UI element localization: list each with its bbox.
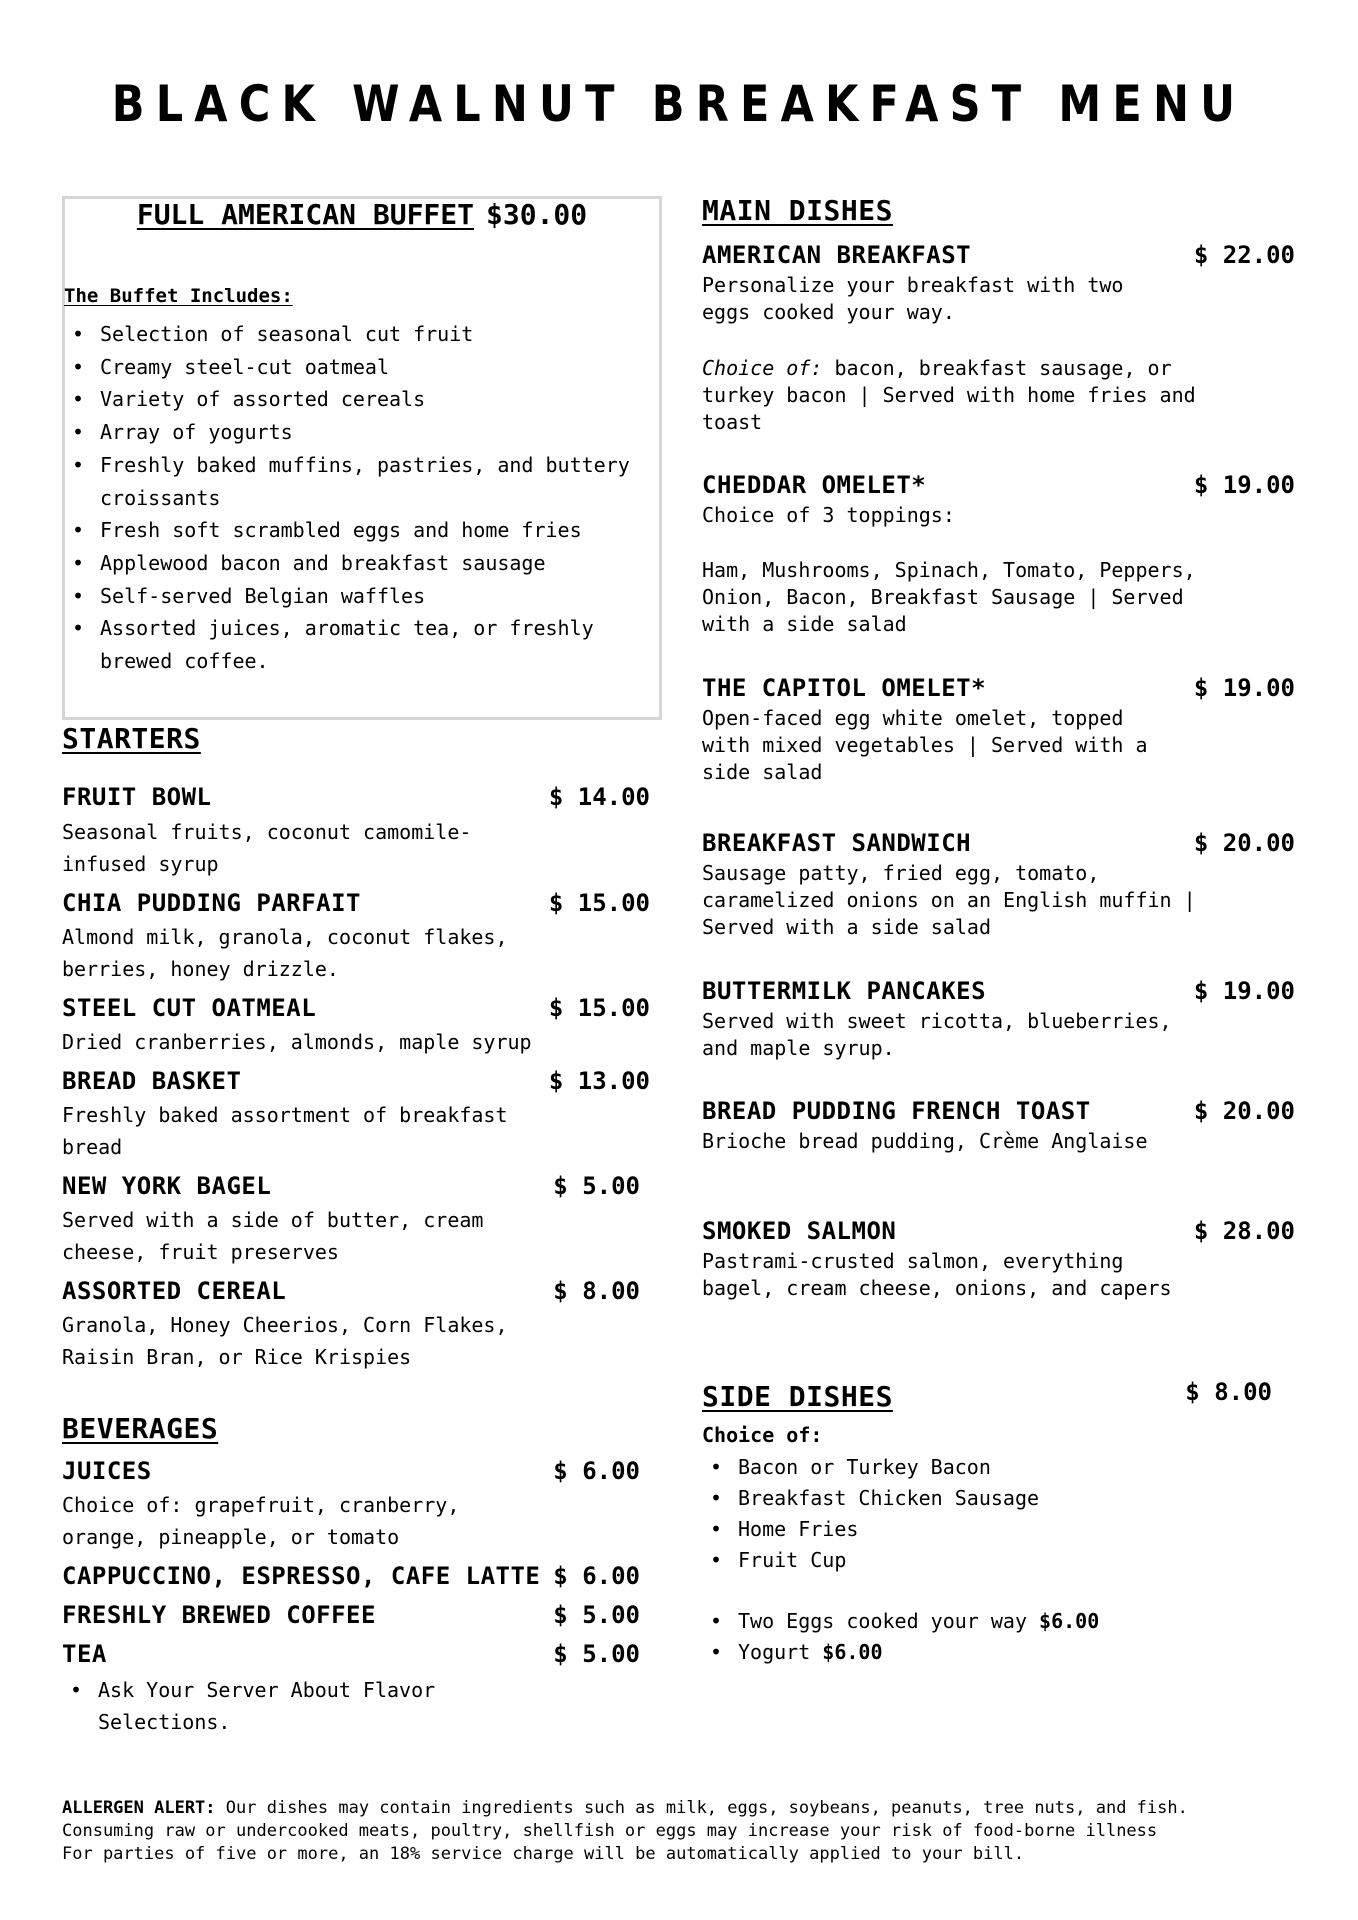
starter-desc: Almond milk, granola, coconut flakes, berries, honey drizzle. [62, 925, 508, 981]
main-choice-label: Choice of: [702, 356, 823, 380]
list-item: • Home Fries [702, 1514, 1182, 1545]
list-item [702, 1606, 1222, 1637]
main-name: AMERICAN BREAKFAST [702, 241, 972, 269]
starter-price: $ 13.00 [548, 1067, 650, 1095]
sides-choice-label: Choice of: [702, 1423, 823, 1447]
main-name: SMOKED SALMON [702, 1217, 897, 1245]
beverage-note-list [62, 1674, 462, 1738]
buffet-includes-label: The Buffet Includes: [64, 285, 293, 307]
sides-list [702, 1452, 1182, 1576]
extra-price: $6.00 [822, 1640, 883, 1664]
beverage-price: $ 5.00 [553, 1640, 640, 1668]
service-charge-note: For parties of five or more, an 18% service charge will be automatically applied to your bill. [62, 1844, 1025, 1864]
beverage-price: $ 5.00 [553, 1601, 640, 1629]
main-price: $ 19.00 [1193, 471, 1295, 499]
list-item: • Breakfast Chicken Sausage [702, 1483, 1182, 1514]
beverage-price: $ 6.00 [553, 1457, 640, 1485]
buffet-price: $30.00 [486, 198, 588, 231]
main-desc-extra: Ham, Mushrooms, Spinach, Tomato, Peppers, Onion, Bacon, Breakfast Sausage | Served with a side salad [702, 558, 1196, 636]
list-item: • Applewood bacon and breakfast sausage [64, 547, 654, 580]
footer-notice [62, 1797, 1322, 1866]
beverage-name: JUICES [62, 1457, 152, 1485]
beverage-name: CAPPUCCINO, ESPRESSO, CAFE LATTE [62, 1562, 541, 1590]
main-desc: Pastrami-crusted salmon, everything bagel, cream cheese, onions, and capers [702, 1249, 1172, 1300]
list-item: • Bacon or Turkey Bacon [702, 1452, 1182, 1483]
main-desc: Choice of 3 toppings: [702, 503, 955, 527]
main-desc: Sausage patty, fried egg, tomato, caramelized onions on an English muffin | Served with a side salad [702, 861, 1196, 939]
main-name: BUTTERMILK PANCAKES [702, 977, 987, 1005]
starter-name: BREAD BASKET [62, 1067, 242, 1095]
allergen-label: ALLERGEN ALERT: [62, 1798, 216, 1818]
allergen-line [62, 1797, 1322, 1820]
list-item: • Array of yogurts [64, 416, 654, 449]
buffet-title: FULL AMERICAN BUFFET [136, 198, 474, 231]
beverage-name: TEA [62, 1640, 107, 1668]
allergen-text: Our dishes may contain ingredients such as milk, eggs, soybeans, peanuts, tree nuts, and fish. [215, 1798, 1188, 1818]
list-item [702, 1637, 1222, 1668]
list-item: • Self-served Belgian waffles [64, 580, 654, 613]
main-price: $ 20.00 [1193, 829, 1295, 857]
extra-label: Yogurt [738, 1640, 823, 1664]
starter-price: $ 8.00 [553, 1277, 640, 1305]
beverage-desc: Choice of: grapefruit, cranberry, orange, pineapple, or tomato [62, 1493, 460, 1549]
starter-name: NEW YORK BAGEL [62, 1172, 272, 1200]
main-price: $ 20.00 [1193, 1097, 1295, 1125]
main-desc: Open-faced egg white omelet, topped with mixed vegetables | Served with a side salad [702, 706, 1148, 784]
main-price: $ 19.00 [1193, 674, 1295, 702]
starters-heading: STARTERS [62, 722, 201, 755]
list-item: • Assorted juices, aromatic tea, or freshly brewed coffee. [64, 612, 654, 677]
buffet-list [64, 318, 654, 678]
starter-price: $ 14.00 [548, 783, 650, 811]
starter-price: $ 15.00 [548, 889, 650, 917]
starter-desc: Freshly baked assortment of breakfast bread [62, 1103, 508, 1159]
starter-name: STEEL CUT OATMEAL [62, 994, 317, 1022]
starter-name: ASSORTED CEREAL [62, 1277, 287, 1305]
starter-desc: Granola, Honey Cheerios, Corn Flakes, Raisin Bran, or Rice Krispies [62, 1313, 508, 1369]
beverage-name: FRESHLY BREWED COFFEE [62, 1601, 376, 1629]
list-item: • Fresh soft scrambled eggs and home fries [64, 514, 654, 547]
starter-price: $ 5.00 [553, 1172, 640, 1200]
starter-desc: Served with a side of butter, cream cheese, fruit preserves [62, 1208, 484, 1264]
beverage-note: • Ask Your Server About Flavor Selections. [62, 1674, 462, 1738]
sides-price: $ 8.00 [1185, 1378, 1272, 1406]
list-item: • Fruit Cup [702, 1545, 1182, 1576]
main-desc: Brioche bread pudding, Crème Anglaise [702, 1129, 1148, 1153]
buffet-header [62, 196, 662, 232]
starter-name: CHIA PUDDING PARFAIT [62, 889, 361, 917]
sides-heading: SIDE DISHES [702, 1380, 893, 1413]
starter-desc: Dried cranberries, almonds, maple syrup [62, 1030, 532, 1054]
main-price: $ 28.00 [1193, 1217, 1295, 1245]
main-name: BREAKFAST SANDWICH [702, 829, 972, 857]
extra-label: Two Eggs cooked your way [738, 1609, 1040, 1633]
beverages-heading: BEVERAGES [62, 1412, 219, 1445]
main-desc: Served with sweet ricotta, blueberries, and maple syrup. [702, 1009, 1172, 1060]
list-item: • Selection of seasonal cut fruit [64, 318, 654, 351]
main-choice [702, 355, 1202, 436]
sides-extras-list [702, 1606, 1222, 1668]
starter-price: $ 15.00 [548, 994, 650, 1022]
main-price: $ 19.00 [1193, 977, 1295, 1005]
mains-heading: MAIN DISHES [702, 194, 893, 227]
menu-title: BLACK WALNUT BREAKFAST MENU [111, 75, 1247, 133]
list-item: • Variety of assorted cereals [64, 383, 654, 416]
list-item: • Creamy steel-cut oatmeal [64, 351, 654, 384]
main-choice-text: bacon, breakfast sausage, or turkey bacon | Served with home fries and toast [702, 356, 1196, 434]
main-price: $ 22.00 [1193, 241, 1295, 269]
beverage-price: $ 6.00 [553, 1562, 640, 1590]
main-name: CHEDDAR OMELET* [702, 471, 927, 499]
main-name: THE CAPITOL OMELET* [702, 674, 987, 702]
main-desc: Personalize your breakfast with two eggs cooked your way. [702, 273, 1124, 324]
list-item: • Freshly baked muffins, pastries, and buttery croissants [64, 449, 654, 514]
starter-desc: Seasonal fruits, coconut camomile-infused syrup [62, 820, 472, 876]
starter-name: FRUIT BOWL [62, 783, 212, 811]
main-name: BREAD PUDDING FRENCH TOAST [702, 1097, 1091, 1125]
raw-food-warning: Consuming raw or undercooked meats, poultry, shellfish or eggs may increase your risk of food-borne illness [62, 1821, 1158, 1841]
extra-price: $6.00 [1039, 1609, 1100, 1633]
